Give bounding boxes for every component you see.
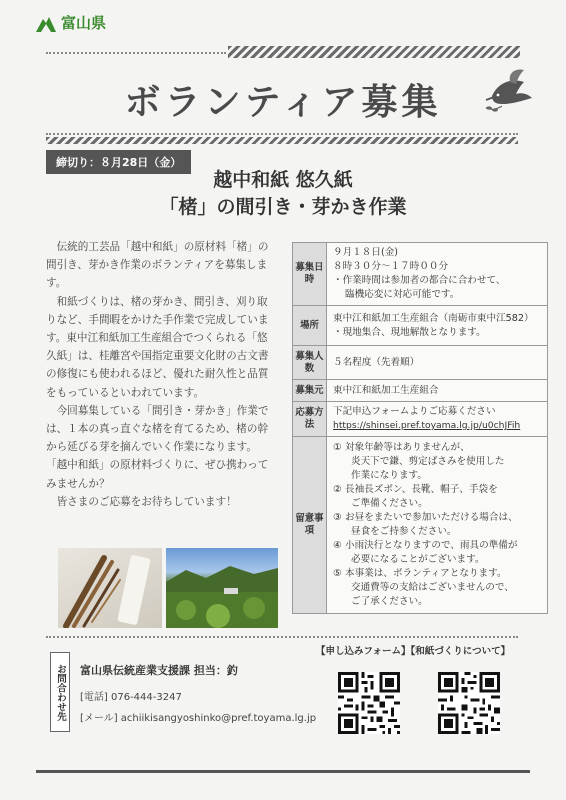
note-text: お昼をまたいで参加いただける場合は、	[345, 512, 518, 523]
info-table	[292, 242, 548, 614]
table-row-apply	[293, 402, 548, 437]
table-row-capacity	[293, 346, 548, 380]
toyama-mountain-icon	[36, 14, 56, 32]
note-number	[333, 497, 345, 511]
note-number	[333, 595, 345, 609]
contact-phone[interactable]: [電話] 076-444-3247	[80, 692, 182, 703]
note-number	[333, 553, 345, 567]
datetime-value	[327, 243, 548, 306]
event-subtitle-line1: 越中和紙 悠久紙	[213, 169, 353, 191]
note-number	[333, 525, 345, 539]
apply-label: 応募方法	[293, 402, 327, 437]
deadline-badge: 締切り：８月28日（金）	[46, 150, 191, 174]
contact-dept: 富山県伝統産業支援課 担当：釣	[80, 664, 238, 677]
note-number: ④	[333, 540, 342, 551]
apply-value	[327, 402, 548, 437]
dove-icon	[480, 66, 536, 120]
note-text: 必要になることがございます。	[351, 554, 485, 565]
application-form-qr-code[interactable]	[338, 672, 400, 734]
note-text: 小雨決行となりますので、雨具の準備が	[345, 540, 518, 551]
field-landscape-photo	[166, 548, 278, 628]
table-row-notes	[293, 437, 548, 614]
capacity-label: 募集人数	[293, 346, 327, 380]
datetime-label: 募集日時	[293, 243, 327, 306]
top-stripe-band	[228, 46, 520, 58]
datetime-time: ８時３０分～１７時００分	[333, 261, 449, 272]
qr-labels: 【申し込みフォーム】【和紙づくりについて】	[316, 646, 511, 657]
title-dotted-divider	[46, 133, 518, 135]
note-text: 対象年齢等はありませんが、	[345, 442, 470, 453]
apply-instruction: 下記申込フォームよりご応募ください	[333, 406, 496, 417]
contact-mail[interactable]: [メール] achiikisangyoshinko@pref.toyama.lg.jp	[80, 713, 317, 724]
top-dotted-divider	[46, 52, 226, 54]
kozo-bark-illustration	[58, 548, 162, 628]
note-text: 昼食をご持参ください。	[351, 526, 457, 537]
place-value	[327, 306, 548, 346]
notes-list	[333, 441, 541, 609]
intro-paragraph: 「越中和紙」の原材料づくりに、ぜひ携わってみませんか？	[46, 459, 269, 490]
note-text: 作業になります。	[351, 470, 427, 481]
datetime-date: ９月１８日(金)	[333, 247, 399, 258]
intro-paragraph: 皆さまのご応募をお待ちしています！	[56, 495, 237, 508]
note-line	[333, 581, 541, 595]
note-line	[333, 539, 541, 553]
capacity-value: ５名程度（先着順）	[327, 346, 548, 380]
intro-paragraph: 伝統的工芸品「越中和紙」の原材料「楮」の間引き、芽かき作業のボランティアを募集します。	[46, 241, 269, 290]
logo-text: 富山県	[61, 14, 107, 32]
landscape-illustration	[166, 548, 278, 628]
note-number	[333, 455, 345, 469]
datetime-note: ・作業時間は参加者の都合に合わせて、	[333, 275, 506, 286]
note-number: ①	[333, 442, 342, 453]
note-line	[333, 441, 541, 455]
organizer-value: 東中江和紙加工生産組合	[327, 380, 548, 402]
note-line	[333, 497, 541, 511]
washi-info-qr-code[interactable]	[438, 672, 500, 734]
main-title: ボランティア募集	[124, 82, 442, 123]
datetime-note: 臨機応変に対応可能です。	[345, 289, 460, 300]
note-line	[333, 567, 541, 581]
intro-paragraph: 和紙づくりは、楮の芽かき、間引き、刈り取りなど、手間暇をかけた手作業で完成しています。東中江和紙加工生産組合でつくられる「悠久紙」は、桂離宮や国指定重要文化財の古文書の修復にも使われるほど、優れた耐久性と品質をもっているといわれています。	[46, 295, 269, 399]
intro-paragraph: 今回募集している「間引き・芽かき」作業では、１本の真っ直ぐな楮を育てるため、楮の幹から延びる芽を摘んでいく作業になります。	[46, 404, 269, 454]
table-row-datetime	[293, 243, 548, 306]
note-line	[333, 525, 541, 539]
note-line	[333, 455, 541, 469]
contact-dotted-divider	[46, 636, 518, 638]
title-stripe-band	[46, 137, 518, 144]
intro-text	[46, 238, 278, 511]
note-line	[333, 595, 541, 609]
note-line	[333, 511, 541, 525]
table-row-place	[293, 306, 548, 346]
kozo-bark-photo	[58, 548, 162, 628]
note-text: 本事業は、ボランティアとなります。	[345, 568, 507, 579]
notes-value	[327, 437, 548, 614]
note-line	[333, 469, 541, 483]
notes-label: 留意事項	[293, 437, 327, 614]
bottom-rule	[36, 770, 530, 773]
place-line: ・現地集合、現地解散となります。	[333, 326, 486, 338]
note-line	[333, 483, 541, 497]
note-number	[333, 469, 345, 483]
note-number: ⑤	[333, 568, 342, 579]
contact-block	[80, 652, 330, 724]
note-text: 交通費等の支給はございませんので、	[351, 582, 514, 593]
contact-vertical-label: お問合わせ先	[50, 652, 70, 732]
place-line: 東中江和紙加工生産組合（南砺市東中江582）	[333, 312, 534, 324]
note-text: ご了承ください。	[351, 596, 428, 607]
note-text: ご準備ください。	[351, 498, 428, 509]
note-number: ②	[333, 484, 342, 495]
note-number	[333, 581, 345, 595]
note-line	[333, 553, 541, 567]
note-text: 長袖長ズボン、長靴、帽子、手袋を	[345, 484, 498, 495]
organizer-label: 募集元	[293, 380, 327, 402]
apply-url-link[interactable]: https://shinsei.pref.toyama.lg.jp/u0chJFih	[333, 420, 521, 431]
note-text: 炎天下で鎌、剪定ばさみを使用した	[351, 456, 505, 467]
event-subtitle-line2: 「楮」の間引き・芽かき作業	[159, 196, 407, 218]
toyama-logo	[36, 12, 106, 33]
place-label: 場所	[293, 306, 327, 346]
table-row-organizer	[293, 380, 548, 402]
note-number: ③	[333, 512, 342, 523]
